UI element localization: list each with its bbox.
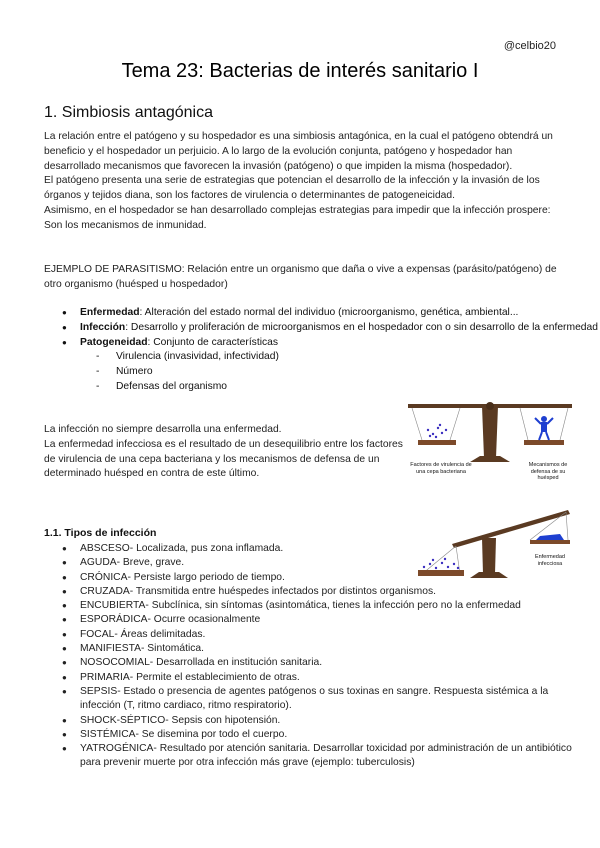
list-item: ● CRUZADA- Transmitida entre huéspedes infectados por distintos organismos. — [80, 585, 585, 599]
definition-list — [44, 306, 600, 395]
list-item: ● FOCAL- Áreas delimitadas. — [80, 628, 585, 642]
intro-text-1: La relación entre el patógeno y su hospedador es una simbiosis antagónica, en la cual el patógeno obtendrá un beneficio y el hospedador un perjuicio. A lo largo de la evolución conjunta, patógeno y hospedador han desarrollado mecanismos que favorecen la invasión (patógeno) o que impiden la misma (hospedador). — [44, 131, 553, 172]
term: Patogeneidad — [80, 336, 148, 348]
list-item: ● CRÓNICA- Persiste largo periodo de tiempo. — [80, 571, 585, 585]
balanced-scale-figure — [400, 400, 580, 481]
subsection-heading: 1.1. Tipos de infección — [44, 527, 157, 539]
list-item: ● ESPORÁDICA- Ocurre ocasionalmente — [80, 613, 585, 627]
author-handle: @celbio20 — [503, 40, 556, 52]
intro-text-3: Asimismo, en el hospedador se han desarrollado complejas estrategias para impedir que la infección prospere: Son los mecanismos de inmunidad. — [44, 204, 551, 231]
list-item: ● SISTÉMICA- Se disemina por todo el cuerpo. — [80, 728, 585, 742]
sub-list-item: - Defensas del organismo — [116, 380, 600, 395]
infection-types-list — [44, 542, 585, 771]
scale-left-label: Factores de virulencia de una cepa bacteriana — [410, 462, 472, 475]
section-heading: 1. Simbiosis antagónica — [44, 104, 213, 121]
sub-list-item: - Número — [116, 365, 600, 380]
page-title: Tema 23: Bacterias de interés sanitario I — [121, 60, 479, 82]
balance-scale-icon — [400, 400, 580, 464]
intro-text-2: El patógeno presenta una serie de estrategias que potencian el desarrollo de la infección y la invasión de los órganos y tejidos diana, son los factores de virulencia o determinantes de patogeneicidad. — [44, 175, 540, 202]
list-item: ● NOSOCOMIAL- Desarrollada en institución sanitaria. — [80, 656, 585, 670]
list-item: ● YATROGÉNICA- Resultado por atención sanitaria. Desarrollar toxicidad por administración de un antibiótico para prevenir muerte por otra infección más grave (ejemplo: tuberculosis) — [80, 742, 585, 771]
infection-line-1: La infección no siempre desarrolla una enfermedad. — [44, 424, 282, 435]
sub-list-item: - Virulencia (invasividad, infectividad) — [116, 350, 600, 365]
definition: : Desarrollo y proliferación de microorganismos en el hospedador con o sin desarrollo de la enfermedad — [125, 321, 598, 333]
list-item — [80, 306, 600, 321]
list-item: ● PRIMARIA- Permite el establecimiento de otras. — [80, 671, 585, 685]
list-item: ● SEPSIS- Estado o presencia de agentes patógenos o sus toxinas en sangre. Respuesta sistémica a la infección (T, ritmo cardiaco, ritmo respiratorio). — [80, 685, 585, 714]
term: Enfermedad — [80, 307, 140, 318]
list-item: ● ABSCESO- Localizada, pus zona inflamada. — [80, 542, 585, 556]
disease-label: Enfermedad infecciosa — [535, 554, 565, 567]
list-item — [80, 336, 600, 395]
intro-paragraph — [44, 130, 558, 234]
list-item: ● MANIFIESTA- Sintomática. — [80, 642, 585, 656]
definition: : Conjunto de características — [147, 336, 279, 348]
infection-paragraph — [44, 423, 404, 482]
scale-right-label: Mecanismos de defensa de su huésped — [528, 462, 568, 481]
list-item: ● AGUDA- Breve, grave. — [80, 556, 585, 570]
list-item: ● ENCUBIERTA- Subclínica, sin síntomas (asintomática, tienes la infección pero no la enfermedad — [80, 599, 585, 613]
list-item: ● SHOCK-SÉPTICO- Sepsis con hipotensión. — [80, 714, 585, 728]
list-item — [80, 321, 600, 336]
definition: : Alteración del estado normal del individuo (microorganismo, genética, ambiental... — [139, 307, 519, 318]
term: Infección — [80, 321, 126, 333]
infection-line-2: La enfermedad infecciosa es el resultado de un desequilibrio entre los factores de virulencia de una cepa bacteriana y los mecanismos de defensa de un determinado huésped en contra de este último. — [44, 438, 403, 480]
sub-list — [80, 350, 600, 394]
example-paragraph: EJEMPLO DE PARASITISMO: Relación entre un organismo que daña o vive a expensas (parásito/patógeno) de otro organismo (huésped u hospedador) — [44, 264, 557, 290]
